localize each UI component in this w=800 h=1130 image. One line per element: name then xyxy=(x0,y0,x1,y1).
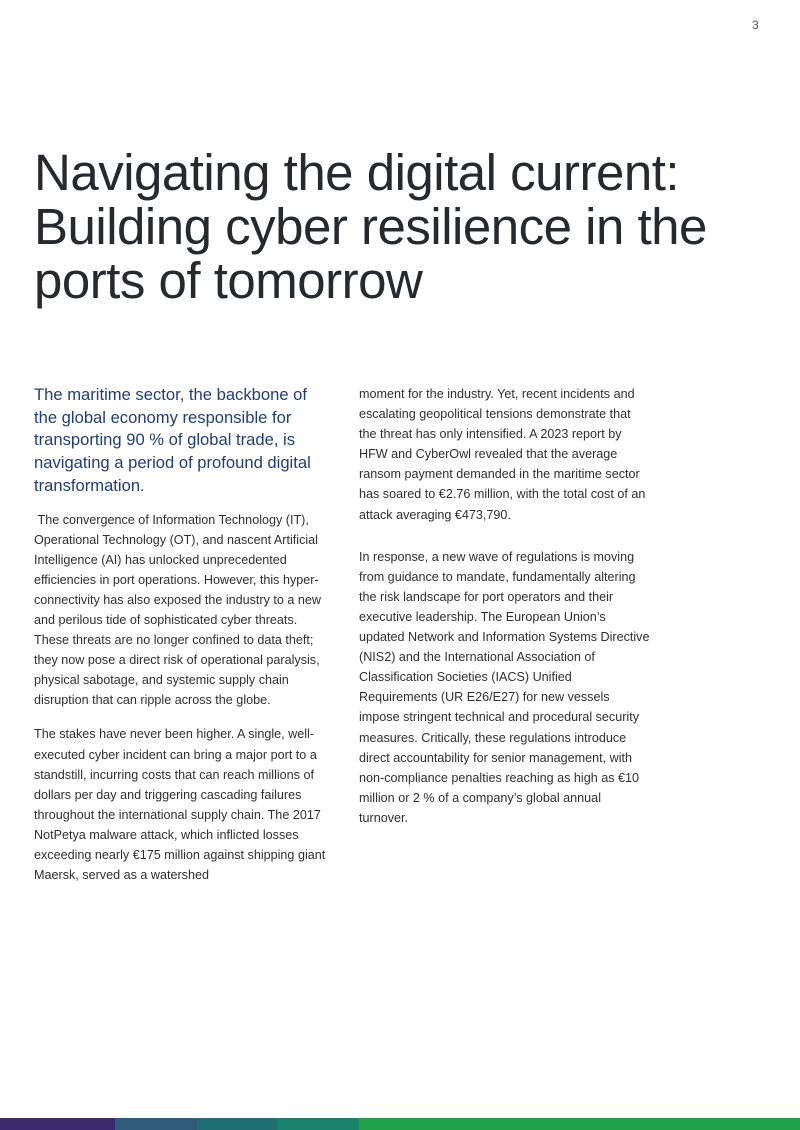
footer-bar-segment xyxy=(277,1118,359,1130)
page-number: 3 xyxy=(752,18,759,32)
footer-bar-segment xyxy=(0,1118,115,1130)
body-paragraph: The convergence of Information Technology (IT), Operational Technology (OT), and nascent Artificial Intelligence (AI) has unlocked unprecedented efficiencies in port operations. However, this hyper-connectivity has also exposed the industry to a new and perilous tide of sophisticated cyber threats. These threats are no longer confined to data theft; they now pose a direct risk of operational paralysis, physical sabotage, and systemic supply chain disruption that can ripple across the globe. xyxy=(34,512,325,708)
page-title: Navigating the digital current: Building cyber resilience in the ports of tomorrow xyxy=(34,144,707,309)
body-paragraph: moment for the industry. Yet, recent incidents and escalating geopolitical tensions demonstrate that the threat has only intensified. A 2023 report by HFW and CyberOwl revealed that the average ransom payment demanded in the maritime sector has soared to €2.76 million, with the total cost of an attack averaging €473,790. xyxy=(359,387,646,522)
footer-bar-segment xyxy=(359,1118,800,1130)
lead-paragraph: The maritime sector, the backbone of the global economy responsible for transporting 90 % of global trade, is navigating a period of profound digital transformation. xyxy=(34,385,311,495)
body-paragraph: In response, a new wave of regulations is moving from guidance to mandate, fundamentally altering the risk landscape for port operators and their executive leadership. The European Union’s updated Network and Information Systems Directive (NIS2) and the International Association of Classification Societies (IACS) Unified Requirements (UR E26/E27) for new vessels impose stringent technical and procedural security measures. Critically, these regulations introduce direct accountability for senior management, with non-compliance penalties reaching as high as €10 million or 2 % of a company’s global annual turnover. xyxy=(359,549,650,825)
right-column xyxy=(359,384,651,842)
footer-color-bar xyxy=(0,1118,800,1130)
footer-bar-segment xyxy=(115,1118,197,1130)
footer-bar-segment xyxy=(197,1118,277,1130)
left-column xyxy=(34,384,326,899)
body-paragraph: The stakes have never been higher. A single, well-executed cyber incident can bring a major port to a standstill, incurring costs that can reach millions of dollars per day and triggering cascading failures throughout the international supply chain. The 2017 NotPetya malware attack, which inflicted losses exceeding nearly €175 million against shipping giant Maersk, served as a watershed xyxy=(34,727,326,883)
